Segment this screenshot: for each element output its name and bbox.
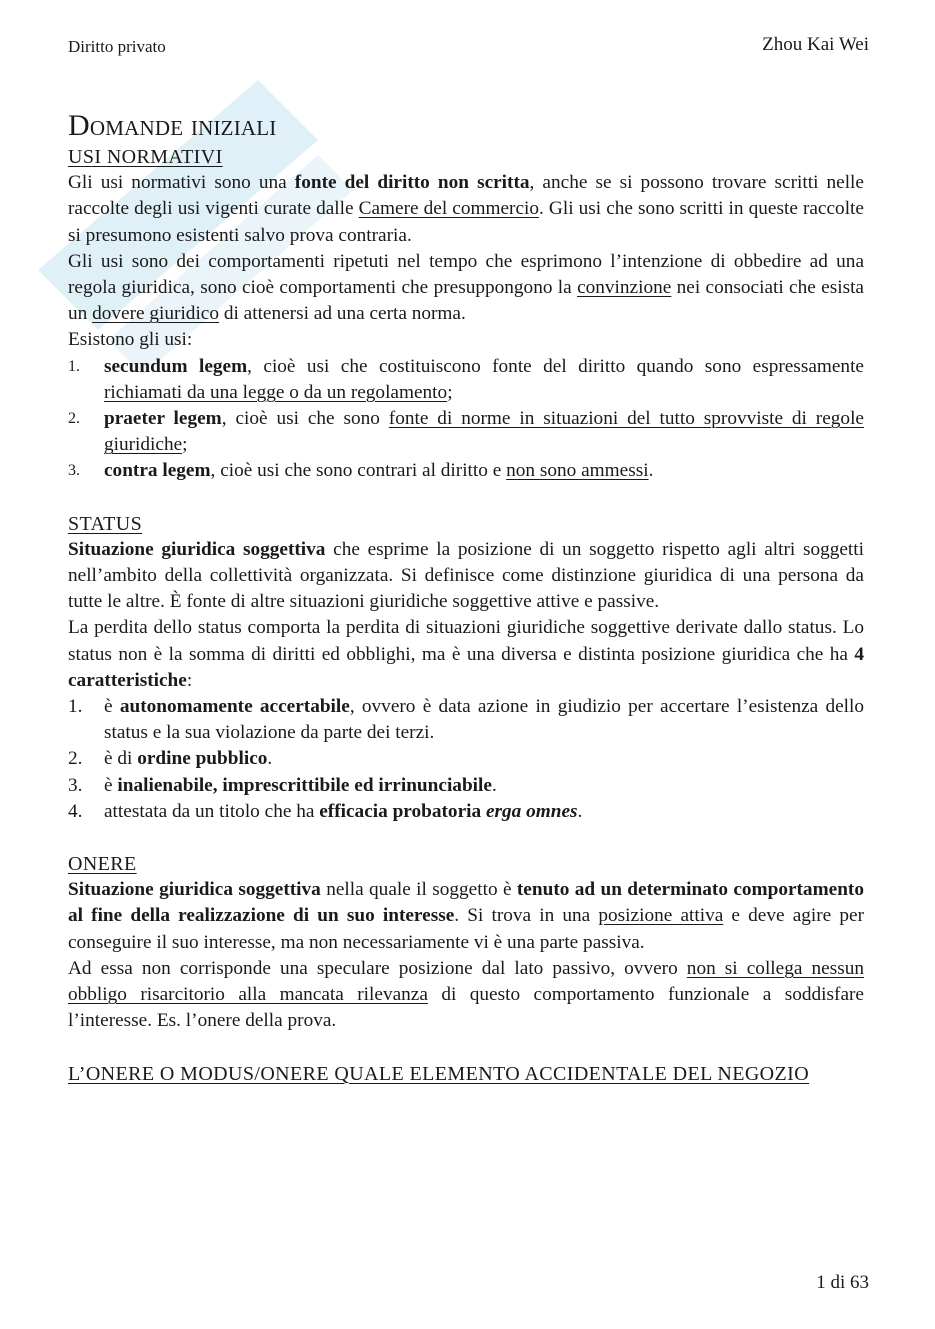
section-heading-usi-normativi: USI NORMATIVI	[68, 146, 223, 168]
section-heading-onere: ONERE	[68, 853, 137, 876]
status-list	[68, 694, 864, 825]
paragraph: Esistono gli usi:	[68, 329, 193, 351]
paragraph: Ad essa non corrisponde una speculare posizione dal lato passivo, ovvero non si collega nessun obbligo risarcitorio alla mancata rilevanza di questo comportamento funzionale a soddisfare l’interesse. Es. l’onere della prova.	[68, 957, 864, 1032]
spacer	[68, 825, 864, 851]
list-item: 4. attestata da un titolo che ha efficacia probatoria erga omnes.	[68, 800, 583, 822]
paragraph: Gli usi normativi sono una fonte del diritto non scritta, anche se si possono trovare scritti nelle raccolte degli usi vigenti curate dalle Camere del commercio. Gli usi che sono scritti in queste raccolte si presumono esistenti salvo prova contraria.	[68, 172, 864, 246]
page-title: Domande iniziali	[68, 109, 277, 142]
list-item: 1. è autonomamente accertabile, ovvero è data azione in giudizio per accertare l’esistenza dello status e la sua violazione da parte dei terzi.	[68, 696, 865, 744]
header-author: Zhou Kai Wei	[762, 34, 869, 55]
section-heading-status: STATUS	[68, 512, 143, 535]
list-item: 2. praeter legem, cioè usi che sono fonte di norme in situazioni del tutto sprovviste di regole giuridiche;	[68, 408, 864, 456]
usi-list	[68, 354, 864, 485]
list-item: 2. è di ordine pubblico.	[68, 748, 273, 770]
document-body	[68, 108, 864, 1087]
paragraph: Gli usi sono dei comportamenti ripetuti nel tempo che esprimono l’intenzione di obbedire ad una regola giuridica, sono cioè comportamenti che presuppongono la convinzione nei consociati che esista un dovere giuridico di attenersi ad una certa norma.	[68, 250, 864, 325]
header-course: Diritto privato	[68, 37, 166, 56]
paragraph: Situazione giuridica soggettiva nella quale il soggetto è tenuto ad un determinato comportamento al fine della realizzazione di un suo interesse. Si trova in una posizione attiva e deve agire per conseguire il suo interesse, ma non necessariamente vi è una parte passiva.	[68, 879, 865, 953]
paragraph: La perdita dello status comporta la perdita di situazioni giuridiche soggettive derivate dallo status. Lo status non è la somma di diritti ed obblighi, ma è una diversa e distinta posizione giuridica che ha 4 caratteristiche:	[68, 617, 864, 691]
spacer	[68, 485, 864, 511]
paragraph: Situazione giuridica soggettiva che esprime la posizione di un soggetto rispetto agli altri soggetti nell’ambito della collettività organizzata. Si definisce come distinzione giuridica di una persona da tutte le altre. È fonte di altre situazioni giuridiche soggettive attive e passive.	[68, 538, 864, 613]
list-item: 1. secundum legem, cioè usi che costituiscono fonte del diritto quando sono espressamente richiamati da una legge o da un regolamento;	[68, 355, 864, 403]
list-item: 3. contra legem, cioè usi che sono contrari al diritto e non sono ammessi.	[68, 460, 654, 482]
section-heading-modus: L’ONERE O MODUS/ONERE QUALE ELEMENTO ACCIDENTALE DEL NEGOZIO	[68, 1062, 810, 1085]
page-number: 1 di 63	[816, 1272, 869, 1293]
list-item: 3. è inalienabile, imprescrittibile ed irrinunciabile.	[68, 774, 497, 796]
spacer	[68, 1035, 864, 1061]
